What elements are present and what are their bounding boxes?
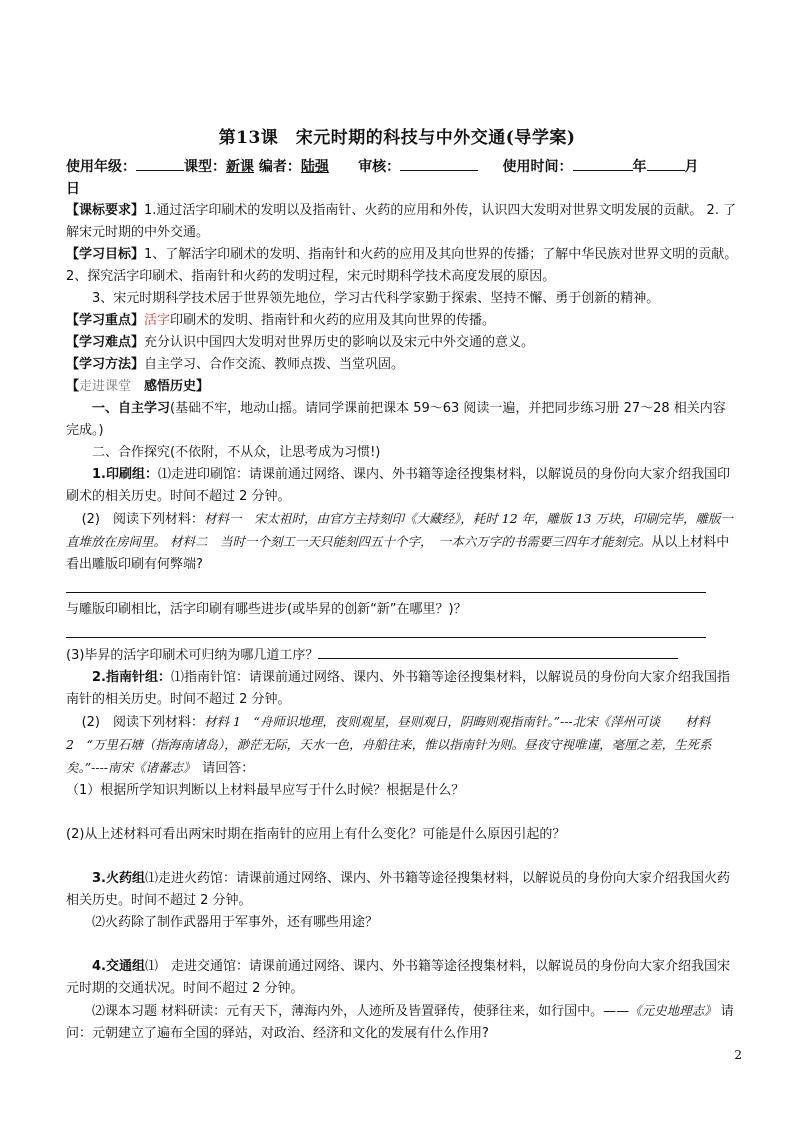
method-text: 自主学习、合作交流、教师点拨、当堂巩固。 <box>144 357 405 372</box>
classroom-heading <box>66 376 738 398</box>
spacer <box>66 802 738 824</box>
difficulty-paragraph <box>66 332 738 354</box>
g1-intro-text: ⑴走进印刷馆：请课前通过网络、课内、外书籍等途径搜集材料，以解说员的身份向大家介绍我国印刷术的相关历史。时间不超过 2 分钟。 <box>66 467 730 504</box>
answer-line[interactable] <box>66 637 706 638</box>
g1-q2-prefix: (2) 阅读下列材料： <box>81 512 205 527</box>
page-number: 2 <box>734 1048 742 1062</box>
part2-label: 二、合作探究 <box>92 445 171 460</box>
g3-label: 3.火药组 <box>92 871 145 886</box>
g2-qa: （1）根据所学知识判断以上材料最早应写于什么时候？根据是什么？ <box>66 783 465 798</box>
g2-q2 <box>66 711 738 780</box>
classroom-grey: 走进课堂 <box>79 379 132 394</box>
day-label: 日 <box>66 181 80 197</box>
g4-intro <box>66 956 738 1000</box>
spacer <box>66 621 738 631</box>
part1-text: (基础不牢，地动山摇。请同学课前把课本 59～63 阅读一遍，并把同步练习册 27～28 相关内容完成。) <box>66 401 726 438</box>
part2-paragraph <box>66 442 738 464</box>
classroom-rest: 感悟历史】 <box>131 379 210 394</box>
author-label: 编者： <box>258 159 301 175</box>
content-body <box>66 200 738 1045</box>
focus-highlight: 活字 <box>144 313 171 328</box>
standard-paragraph <box>66 200 738 244</box>
time-label: 使用时间： <box>502 159 573 175</box>
answer-blank[interactable] <box>318 644 678 659</box>
goals-text: 1、了解活字印刷术的发明、指南针和火药的应用及其向世界的传播；了解中华民族对世界文明的贡献。 2、探究活字印刷术、指南针和火药的发明过程，宋元时期科学技术高度发展的原因。 <box>66 247 738 284</box>
grade-label: 使用年级： <box>66 159 136 175</box>
type-value: 新课 <box>226 159 254 175</box>
g2-qb: (2)从上述材料可看出两宋时期在指南针的应用上有什么变化？可能是什么原因引起的？ <box>66 827 566 842</box>
method-label: 【学习方法】 <box>66 357 145 372</box>
g4-q2-ask: 请问：元朝建立了遍布全国的驿站，对政治、经济和文化的发展有什么作用? <box>66 1004 734 1041</box>
type-label: 课型： <box>184 159 226 175</box>
author-value: 陆强 <box>300 159 329 175</box>
g2-label: 2.指南针组： <box>92 670 171 685</box>
g1-q2-ask: 从以上材料中看出雕版印刷有何弊端? <box>66 535 730 572</box>
spacer <box>66 576 738 586</box>
g2-q2-ask: 请回答： <box>189 761 255 776</box>
focus-paragraph <box>66 310 738 332</box>
standard-label: 【课标要求】 <box>66 203 145 218</box>
g1-q4-text: (3)毕昇的活字印刷术可归纳为哪几道工序？ <box>66 648 319 663</box>
focus-text: 印刷术的发明、指南针和火药的应用及其向世界的传播。 <box>170 313 496 328</box>
g1-q3: 与雕版印刷相比，活字印刷有哪些进步(或毕昇的创新“新”在哪里？)？ <box>66 602 467 617</box>
part2-text: (不依附，不从众，让思考成为习惯!) <box>170 445 381 460</box>
classroom-bracket: 【 <box>66 379 80 394</box>
g2-intro <box>66 667 738 711</box>
method-paragraph <box>66 354 738 376</box>
grade-blank <box>136 170 184 171</box>
g1-q2-quote: 材料一 宋太祖时，由官方主持刻印《大藏经》，耗时 12 年，雕版 13 万块，印刷完毕，雕版一直堆放在房间里。 材料二 当时一个刻工一天只能刻四五十个字， 一本六万字的书需要三四年才能刻完。 <box>66 511 733 549</box>
part1-label: 一、自主学习 <box>92 401 171 416</box>
meta-row <box>66 156 736 200</box>
part1-paragraph <box>66 398 738 442</box>
difficulty-text: 充分认识中国四大发明对世界历史的影响以及宋元中外交通的意义。 <box>144 335 535 350</box>
review-blank <box>400 170 478 171</box>
g3-intro-text: ⑴走进火药馆：请课前通过网络、课内、外书籍等途径搜集材料，以解说员的身份向大家介绍我国火药相关历史。时间不超过 2 分钟。 <box>66 871 730 908</box>
g1-intro <box>66 464 738 508</box>
spacer <box>66 846 738 868</box>
standard-text: 1.通过活字印刷术的发明以及指南针、火药的应用和外传，认识四大发明对世界文明发展的贡献。 2. 了解宋元时期的中外交通。 <box>66 203 737 240</box>
g2-q2-prefix: (2) 阅读下列材料： <box>81 715 205 730</box>
difficulty-label: 【学习难点】 <box>66 335 145 350</box>
year-blank <box>573 170 633 171</box>
g4-intro-text: ⑴ 走进交通馆：请课前通过网络、课内、外书籍等途径搜集材料，以解说员的身份向大家介绍我国宋元时期的交通状况。时间不超过 2 分钟。 <box>66 959 730 996</box>
g4-q2-prefix: ⑵课本习题 材料研读：元有天下，薄海内外，人迹所及皆置驿传，使驿往来，如行国中。—— <box>92 1004 630 1019</box>
g4-q2 <box>66 1000 738 1045</box>
spacer <box>66 934 738 956</box>
focus-label: 【学习重点】 <box>66 313 145 328</box>
goals-paragraph <box>66 244 738 288</box>
g4-label: 4.交通组 <box>92 959 145 974</box>
goals-label: 【学习目标】 <box>66 247 145 262</box>
g4-q2-source: 《元史地理志》 <box>629 1003 717 1018</box>
g1-q4 <box>66 644 738 667</box>
g2-intro-text: ⑴指南针馆：请课前通过网络、课内、外书籍等途径搜集材料，以解说员的身份向大家介绍我国指南针的相关历史。时间不超过 2 分钟。 <box>66 670 730 707</box>
g1-q2 <box>66 508 738 576</box>
year-label: 年 <box>632 159 647 175</box>
g1-label: 1.印刷组： <box>92 467 158 482</box>
answer-line[interactable] <box>66 592 706 593</box>
review-label: 审核： <box>358 159 401 175</box>
month-label: 月 <box>684 159 699 175</box>
page-title: 第13课 宋元时期的科技与中外交通(导学案) <box>218 128 576 148</box>
g3-q2: ⑵火药除了制作武器用于军事外，还有哪些用途？ <box>92 915 379 930</box>
g2-q2-quote: 材料 1 “舟师识地理，夜则观星，昼则观日，阴晦则观指南针。”---北宋《萍州可谈 材料 2 “万里石塘（指海南诸岛），渺茫无际，天水一色，舟船往来，惟以指南针为则。昼夜守视唯谨，毫厘之差，生死系矣。”----南宋《诸蕃志》 <box>66 714 712 775</box>
goals-item3: 3、宋元时期科学技术居于世界领先地位，学习古代科学家勤于探索、坚持不懈、勇于创新的精神。 <box>92 291 660 306</box>
g3-intro <box>66 868 738 912</box>
month-blank <box>647 170 685 171</box>
